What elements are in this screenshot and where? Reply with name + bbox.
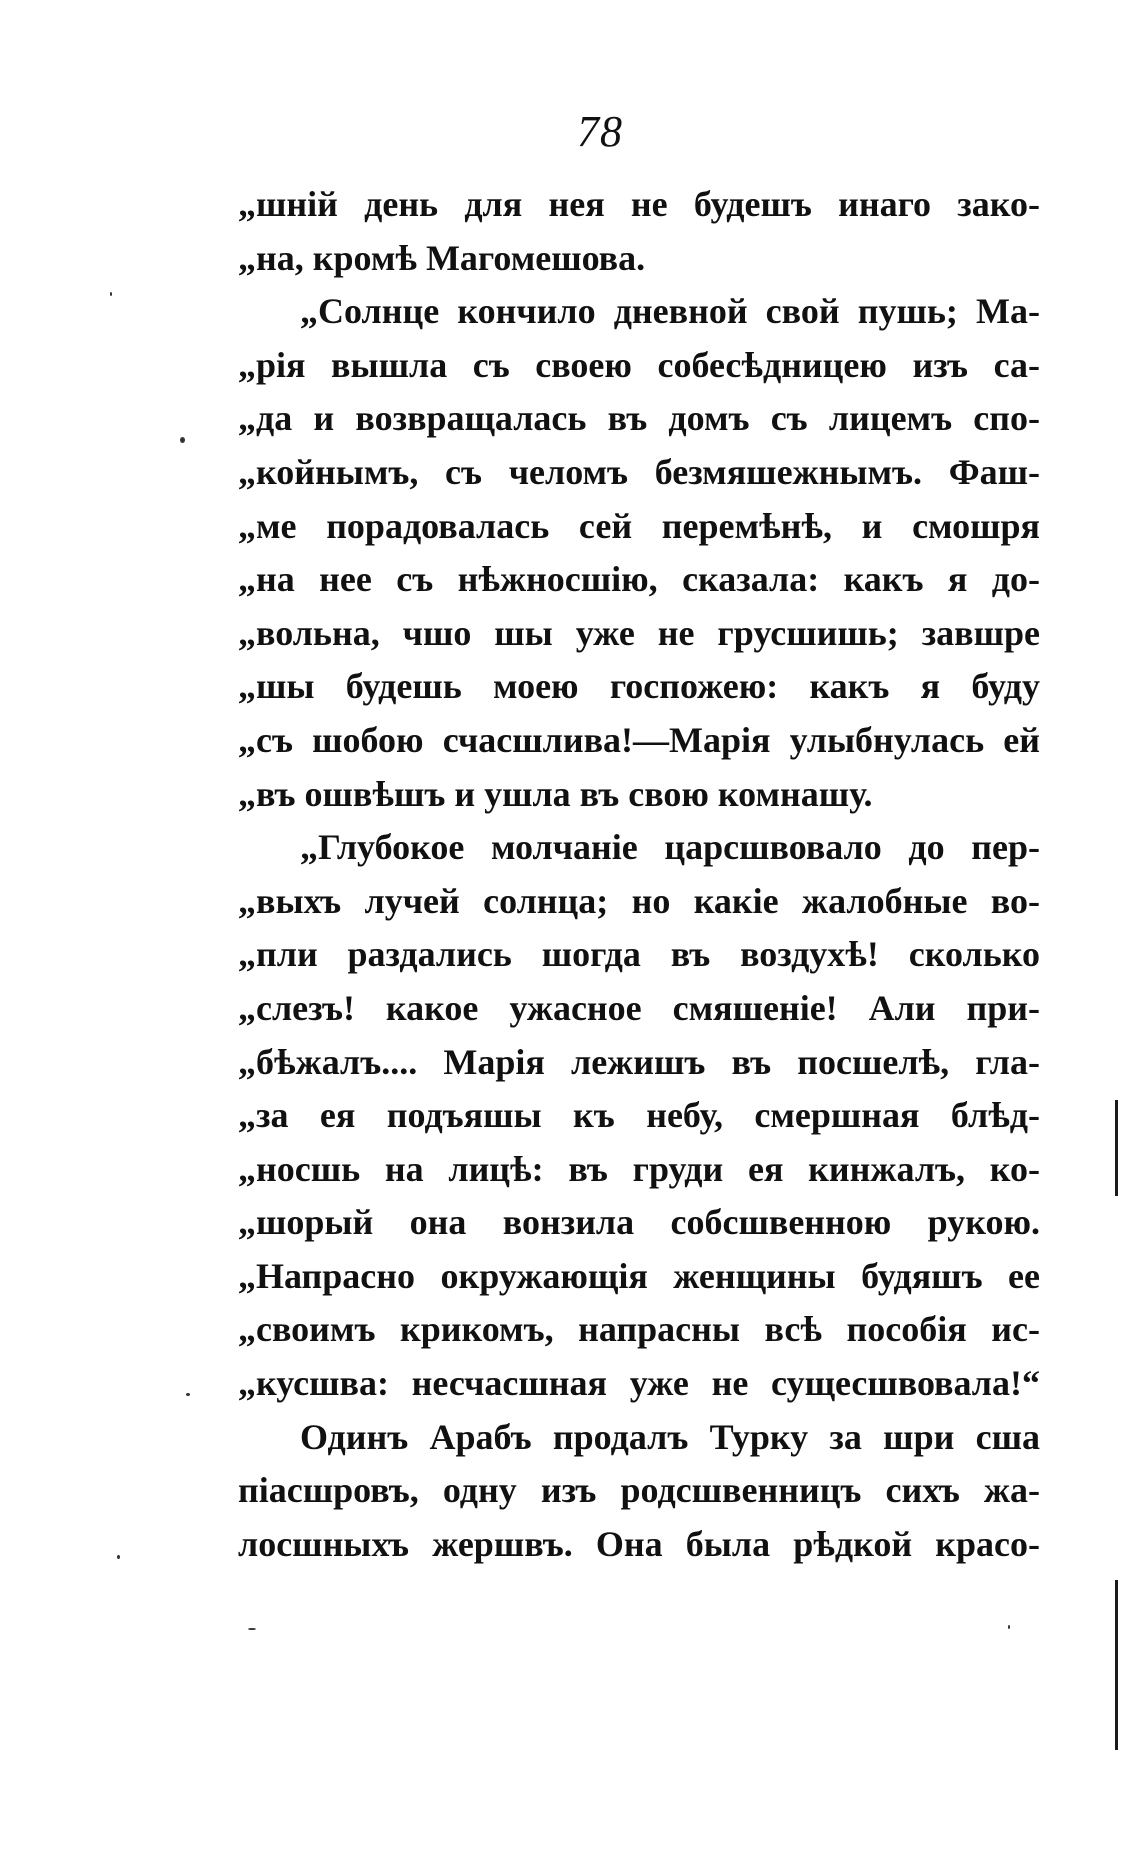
scan-speck (117, 1555, 120, 1559)
text-line: „шорый она вонзила собсшвенною рукою. (238, 1202, 1040, 1243)
text-line: „въ ошвѣшъ и ушла въ свою комнашу. (238, 773, 873, 814)
scan-speck (110, 292, 112, 296)
text-line: „слезъ! какое ужасное смяшеніе! Али при- (238, 987, 1040, 1028)
scan-speck (180, 437, 185, 443)
text-line: „своимъ крикомъ, напрасны всѣ пособія ис- (238, 1309, 1040, 1350)
text-line: „шній день для нея не будешъ инаго зако- (238, 184, 1040, 224)
scan-edge-line (1115, 1580, 1118, 1750)
text-line: лосшныхъ жершвъ. Она была рѣдкой красо- (238, 1523, 1040, 1564)
text-line: „за ея подъяшы къ небу, смершная блѣд- (238, 1095, 1040, 1136)
text-line: „выхъ лучей солнца; но какіе жалобные во- (238, 880, 1040, 921)
text-line: „рія вышла съ своею собесѣдницею изъ са- (238, 344, 1040, 385)
page-number: 78 (577, 107, 623, 156)
text-line: „бѣжалъ.... Марія лежишъ въ посшелѣ, гла- (238, 1041, 1040, 1082)
text-line: „съ шобою счасшлива!—Марія улыбнулась ей (238, 719, 1040, 760)
text-line: Одинъ Арабъ продалъ Турку за шри сша (300, 1416, 1040, 1457)
text-line: „носшь на лицѣ: въ груди ея кинжалъ, ко- (238, 1148, 1040, 1189)
text-line: „пли раздались шогда въ воздухѣ! сколько (238, 934, 1040, 975)
scan-speck (186, 1393, 190, 1396)
text-line: „на, кромѣ Магомешова. (238, 237, 646, 278)
text-line: „шы будешь моею госпожею: какъ я буду (238, 666, 1040, 707)
text-line: „кусшва: несчасшная уже не сущесшвовала!“ (238, 1363, 1040, 1404)
scan-speck (248, 1628, 256, 1630)
body-text (238, 178, 1040, 1571)
text-line: „ме порадовалась сей перемѣнѣ, и смошря (238, 505, 1040, 546)
text-line: „Напрасно окружающія женщины будяшъ ее (238, 1255, 1040, 1296)
scan-speck (1008, 1625, 1010, 1629)
text-line: „койнымъ, съ челомъ безмяшежнымъ. Фаш- (238, 451, 1040, 492)
text-line: „Солнце кончило дневной свой пушь; Ма- (300, 291, 1040, 332)
text-line: піасшровъ, одну изъ родсшвенницъ сихъ жа- (238, 1470, 1040, 1511)
text-line: „да и возвращалась въ домъ съ лицемъ спо- (238, 398, 1040, 439)
text-line: „Глубокое молчаніе царсшвовало до пер- (300, 827, 1040, 868)
text-line: „вольна, чшо шы уже не грусшишь; завшре (238, 612, 1040, 653)
text-line: „на нее съ нѣжносшію, сказала: какъ я до- (238, 559, 1040, 600)
scan-edge-line (1115, 1100, 1118, 1196)
